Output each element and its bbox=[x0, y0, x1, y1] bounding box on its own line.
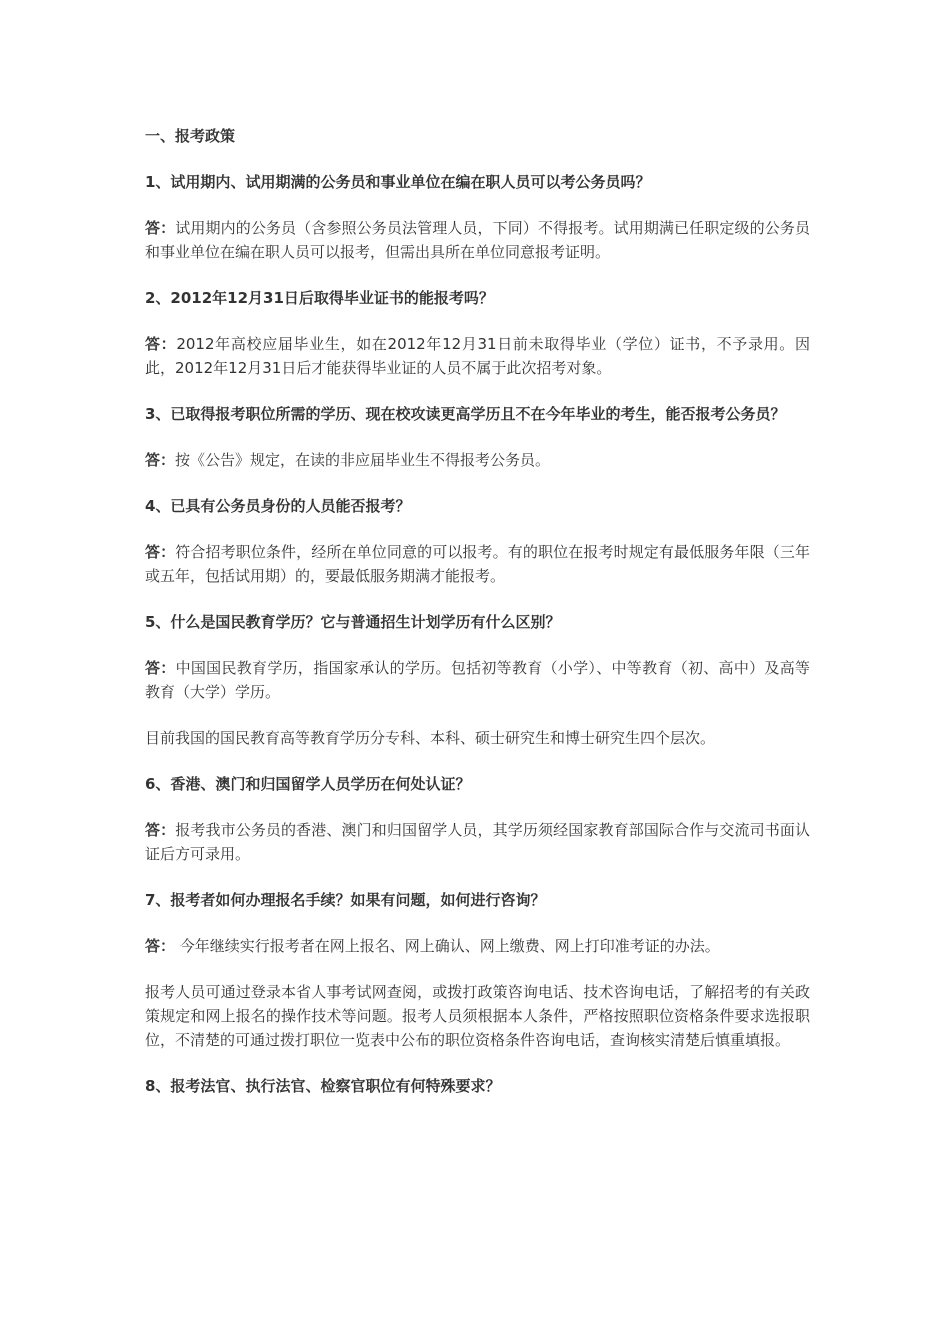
answer-label: 答： bbox=[145, 219, 176, 237]
answer-text: 按《公告》规定，在读的非应届毕业生不得报考公务员。 bbox=[175, 451, 551, 469]
answer-7 bbox=[145, 934, 810, 958]
answer-text: 试用期内的公务员（含参照公务员法管理人员，下同）不得报考。试用期满已任职定级的公务员和事业单位在编在职人员可以报考，但需出具所在单位同意报考证明。 bbox=[145, 219, 810, 261]
question-4: 4、已具有公务员身份的人员能否报考？ bbox=[145, 497, 411, 515]
answer-6 bbox=[145, 818, 810, 866]
answer-1 bbox=[145, 216, 810, 264]
answer-label: 答： bbox=[145, 451, 176, 469]
answer-text: 中国国民教育学历，指国家承认的学历。包括初等教育（小学）、中等教育（初、高中）及高等教育（大学）学历。 bbox=[145, 659, 810, 701]
answer-text: 2012年高校应届毕业生，如在2012年12月31日前未取得毕业（学位）证书，不予录用。因此，2012年12月31日后才能获得毕业证的人员不属于此次招考对象。 bbox=[145, 335, 810, 377]
question-2: 2、2012年12月31日后取得毕业证书的能报考吗？ bbox=[145, 289, 494, 307]
answer-label: 答： bbox=[145, 335, 177, 353]
question-1: 1、试用期内、试用期满的公务员和事业单位在编在职人员可以考公务员吗？ bbox=[145, 173, 651, 191]
answer-2 bbox=[145, 332, 810, 380]
answer-7-extra: 报考人员可通过登录本省人事考试网查阅，或拨打政策咨询电话、技术咨询电话，了解招考的有关政策规定和网上报名的操作技术等问题。报考人员须根据本人条件，严格按照职位资格条件要求选报职位，不清楚的可通过拨打职位一览表中公布的职位资格条件咨询电话，查询核实清楚后慎重填报。 bbox=[145, 983, 810, 1049]
question-5: 5、什么是国民教育学历？它与普通招生计划学历有什么区别？ bbox=[145, 613, 561, 631]
answer-text: 符合招考职位条件，经所在单位同意的可以报考。有的职位在报考时规定有最低服务年限（三年或五年，包括试用期）的，要最低服务期满才能报考。 bbox=[145, 543, 810, 585]
document-page bbox=[145, 124, 810, 1120]
answer-label: 答： bbox=[145, 659, 176, 677]
answer-label: 答： bbox=[145, 821, 176, 839]
answer-label: 答： bbox=[145, 937, 176, 955]
answer-text: 今年继续实行报考者在网上报名、网上确认、网上缴费、网上打印准考证的办法。 bbox=[175, 937, 720, 955]
answer-5-extra: 目前我国的国民教育高等教育学历分专科、本科、硕士研究生和博士研究生四个层次。 bbox=[145, 729, 716, 747]
answer-5 bbox=[145, 656, 810, 704]
question-3: 3、已取得报考职位所需的学历、现在校攻读更高学历且不在今年毕业的考生，能否报考公务员？ bbox=[145, 405, 786, 423]
question-7: 7、报考者如何办理报名手续？如果有问题，如何进行咨询？ bbox=[145, 891, 546, 909]
answer-4 bbox=[145, 540, 810, 588]
question-6: 6、香港、澳门和归国留学人员学历在何处认证？ bbox=[145, 775, 471, 793]
question-8: 8、报考法官、执行法官、检察官职位有何特殊要求？ bbox=[145, 1077, 501, 1095]
answer-3 bbox=[145, 448, 810, 472]
answer-label: 答： bbox=[145, 543, 176, 561]
section-title: 一、报考政策 bbox=[145, 127, 236, 145]
answer-text: 报考我市公务员的香港、澳门和归国留学人员，其学历须经国家教育部国际合作与交流司书面认证后方可录用。 bbox=[145, 821, 810, 863]
